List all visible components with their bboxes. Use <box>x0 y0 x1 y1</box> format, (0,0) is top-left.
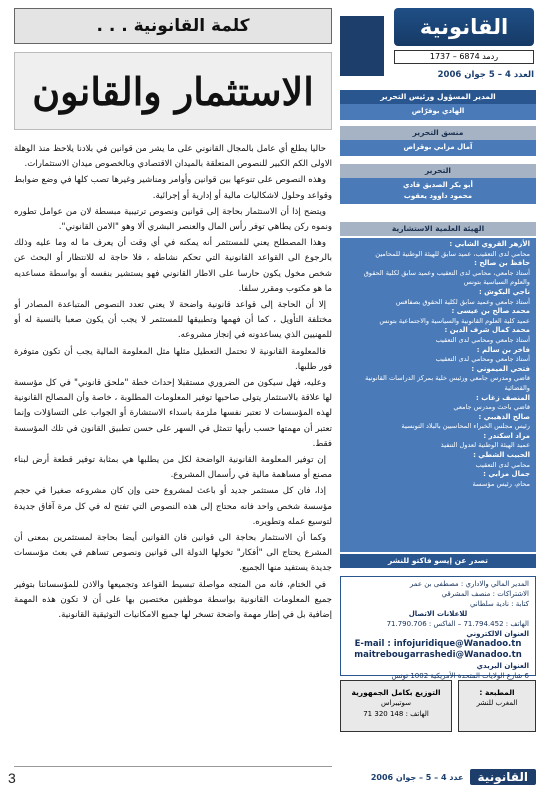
printer-box: المطبعة : المغرب للنشر <box>458 680 536 732</box>
footer <box>340 766 536 788</box>
bottom-rule <box>14 766 332 767</box>
article-title: الاستثمار والقانون <box>32 68 314 114</box>
print-distribution-boxes <box>340 680 536 732</box>
navy-strip <box>340 16 384 76</box>
editorial-heading: التحرير <box>340 164 536 178</box>
paragraph: إلا أن الحاجة إلى قواعد قانونية واضحة لا يعني تعدد النصوص المتباعدة المصادر أو مختلفة التأويل ، كما أن فهمها وتطبيقها للمستثمر لا يجب أن يكون صعبا بالنسبة له أو للمهنيين الذي يساعدونه في إنجاز مشروعه. <box>14 300 332 341</box>
paragraph: فالمعلومة القانونية لا تحتمل التعطيل مثلها مثل المعلومة المالية يجب أن تكون متوفرة فور طلبها. <box>14 346 332 372</box>
paragraph: وهذه النصوص على تنوعها بين قوانين وأوامر ومناشير وغيرها تصب كلها في وضع ضوابط وقواعد وحلول لاشكاليات مالية أو إدارية أو إجرائية. <box>14 175 332 201</box>
director-heading: المدير المسؤول ورئيس التحرير <box>340 90 536 104</box>
paragraph: في الختام، فانه من المتجه مواصلة تبسيط القواعد وتجميعها والاذن للمؤسساتنا بتوفير جميع المعلومات القانونية بواسطة موظفين مختصين بها على أن لا تكون هذه المهمة إضافية بل في إطار مهمة واضحة تسخر لها جميع الامكانيات التوثيقية القانونية. <box>14 579 332 621</box>
postal-address: 6 شارع الولايات المتحدة الأمريكية 1002 تونس <box>391 672 529 680</box>
page-number: 3 <box>8 770 16 786</box>
phone-fax: الهاتف : 71.794.452 – الفاكس : 71.790.706 <box>386 620 529 628</box>
footer-issue: عدد 4 – 5 – جوان 2006 <box>370 772 464 782</box>
issn: ردمد 6874 – 1737 <box>394 50 534 64</box>
postal-label: العنوان البريدي <box>476 662 529 670</box>
coordinator-name: آمال مزابي بوقراص <box>340 140 536 156</box>
editorial-names: أبو بكر الصديق قادي محمود داوود يعقوب <box>340 178 536 204</box>
title-box <box>14 52 332 130</box>
ads-heading: للاعلانات الاتصال <box>408 610 468 618</box>
email-1[interactable]: E-mail : infojuridique@Wanadoo.tn <box>354 639 522 649</box>
masthead <box>340 6 536 758</box>
director-name: الهادي بوقرّاص <box>340 104 536 120</box>
issue-date: العدد 4 – 5 جوان 2006 <box>437 70 534 80</box>
paragraph: حاليا يطلع أي عامل بالمجال القانوني على ما يشر من قوانين في بلادنا يلاحظ منذ الوهلة الاولى الكم الكبير للنصوص المتعلقة بالميدان الاقتصادي وبالخصوص ميدان الاستثمارات. <box>14 144 332 170</box>
contact-block: المدير المالي والاداري : مصطفى بن عمر الاشتراكات : منصف المشرقي كتابة : نادية سلطاني للاعلانات الاتصال الهاتف : 71.794.452 – الفاكس : 71.790.706 العنوان الالكتروني E-mail : infojuridique@Wanadoo.tn maitrebougarrashedi@Wanadoo.tn العنوان البريدي 6 شارع الولايات المتحدة الأمريكية 1002 تونس <box>340 576 536 676</box>
board-heading: الهيئة العلمية الاستشارية <box>340 222 536 236</box>
publisher-heading: تصدر عن إيسو فاكتو للنشر <box>340 554 536 568</box>
paragraph: وهذا المصطلح يعني للمستثمر أنه يمكنه في أي وقت أن يعرف ما له وما عليه وذلك بالرجوع الى القواعد القانونية التي تحكم نشاطه ، فلا حاجة له للانتظار أو البحث عن شخص مخول يكون حارسا على الاطار القانوني فهو يستشير بنفسه أو بواسطة مساعديه ما هو مكتوب ومقرر سلفا. <box>14 238 332 294</box>
kicker-box <box>14 8 332 44</box>
paragraph: ويتضح إذا أن الاستثمار بحاجة إلى قوانين ونصوص ترتيبية مبسطة لان من عوامل تطوره ونموه ركن يطاهي توفر رأس المال والعنصر البشري ألا وهو "الامن القانوني". <box>14 206 332 233</box>
magazine-logo <box>394 8 534 46</box>
email-label: العنوان الالكتروني <box>466 630 529 638</box>
distribution-box: التوزيع بكامل الجمهورية سوتيبراس الهاتف : 148 320 71 <box>340 680 452 732</box>
paragraph: إذا، فان كل مستثمر جديد أو باعث لمشروع حتى وإن كان مشروعه صغيرا في حجم مؤسسة شخص واحد فانه محتاج إلى هذه النصوص التي تفتح له في كل مرة آفاق جديدة لتوسيع عمله وتطويره. <box>14 486 332 527</box>
paragraph: وعليه، فهل سيكون من الضروري مستقبلا إحداث خطة "ملحق قانوني" في كل مؤسسة لها علاقة بالاستثمار يتولى صاحبها توفير المعلومات المطلوبة ، خاصة وأن المصالح القانونية لهذه المؤسسات لا تعتبر نفسها ملزمة باسداء الاستشارة أو الجواب على التساؤلات وإنما تعتبر أن مهمتها حسب رأيها تتمثل في السهر على حسن تطبيق القانون في تلك المؤسسة فقط. <box>14 378 332 449</box>
paragraph: وكما أن الاستثمار بحاجة الى قوانين فان القوانين أيضا بحاجة لمستثمرين بمعنى أن المشرع يحتاج الى "أفكار" تخولها الدولة الى قوانين ونصوص تساهم في بعث مؤسسات جديدة يستفيد منها الجميع. <box>14 533 332 574</box>
footer-logo: القانونية <box>470 769 536 785</box>
email-2[interactable]: maitrebougarrashedi@Wanadoo.tn <box>354 650 522 660</box>
coordinator-heading: منسق التحرير <box>340 126 536 140</box>
article-body <box>14 142 332 754</box>
advisory-board: الأزهر القروي الشابي : محامي لدى التعقيب، عميد سابق للهيئة الوطنية للمحامين حافظ بن صالح : أستاذ جامعي، محامي لدى التعقيب وعميد سابق لكلية الحقوق والعلوم السياسية بتونس ناجي البكوش : أستاذ جامعي وعميد سابق لكلية الحقوق بصفاقس محمد صالح بن عيسى : عميد كلية العلوم القانونية والسياسية والاجتماعية بتونس محمد كمال شرف الدين : أستاذ جامعي ومحامي لدى التعقيب فاخر بن سالم : أستاذ جامعي ومحامي لدى التعقيب فتحي الميموني : قاضي ومدرس جامعي ورئيس خلية بمركز الدراسات القانونية والقضائية المنصف زغاب : قاضي باحث ومدرس جامعي صالح الذهيبي : رئيس مجلس الخبراء المحاسبين بالبلاد التونسية مراد اسكندر : عميد الهيئة الوطنية لعدول التنفيذ الحبيب الشطي : محامي لدى التعقيب جمال مزابي : محام، رئيس مؤسسة <box>340 238 536 552</box>
kicker: كلمة القانونية . . . <box>96 16 250 36</box>
logo-text: القانونية <box>419 15 509 39</box>
paragraph: إن توفير المعلومة القانونية الواضحة لكل من يطلبها هي بمثابة توفير قطعة أرض لبناء مصنع أو مساهمة مالية في رأسمال المشروع. <box>14 455 332 481</box>
article <box>14 8 332 758</box>
